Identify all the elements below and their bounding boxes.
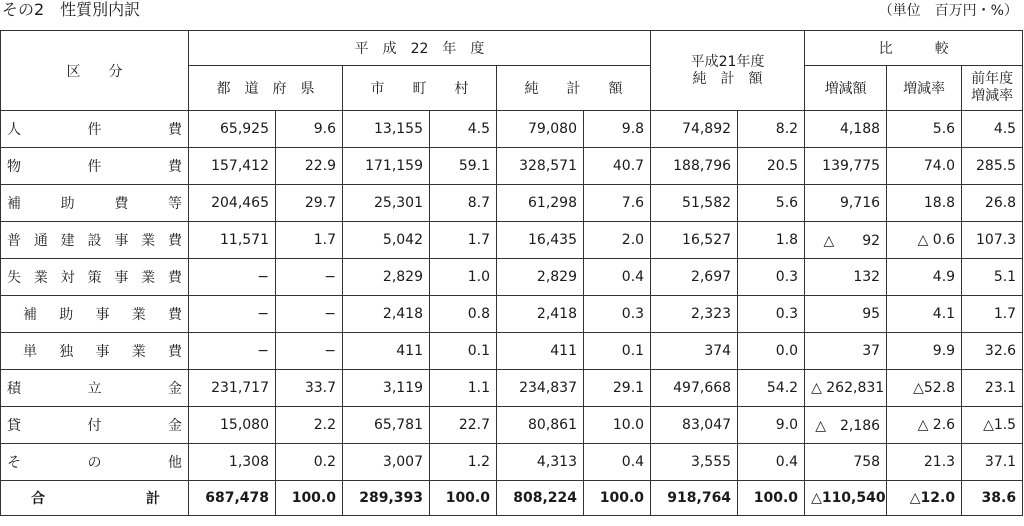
- label-char: 他: [168, 455, 182, 471]
- label-char: 費: [168, 307, 182, 323]
- table-cell: △ 0.6: [887, 222, 962, 259]
- table-cell: 1.7: [430, 222, 497, 259]
- table-cell: 74,892: [651, 111, 738, 148]
- row-label: [1, 370, 189, 407]
- header-prev-change-line1: 前年度: [971, 71, 1014, 87]
- header-prev-year-line1: 平成21年度: [690, 53, 765, 70]
- table-cell: −: [189, 259, 276, 296]
- table-cell: 9.9: [887, 333, 962, 370]
- row-label: [1, 148, 189, 185]
- label-char: 助: [59, 307, 74, 323]
- table-cell: 374: [651, 333, 738, 370]
- header-net-total: 純 計 額: [497, 66, 651, 111]
- table-cell: 26.8: [962, 185, 1023, 222]
- table-cell: 1.2: [430, 444, 497, 481]
- table-cell: 11,571: [189, 222, 276, 259]
- table-cell: 3,007: [343, 444, 430, 481]
- total-row: [1, 481, 1023, 516]
- label-char: 計: [146, 491, 160, 507]
- header-compare: 比 較: [805, 31, 1023, 66]
- table-cell: 0.0: [738, 333, 805, 370]
- label-char: 積: [7, 381, 21, 397]
- table-cell: 1,308: [189, 444, 276, 481]
- table-cell: 0.1: [584, 333, 651, 370]
- table-cell: 9.8: [584, 111, 651, 148]
- row-label-text: [7, 156, 182, 176]
- header-prefecture: 都 道 府 県: [189, 66, 343, 111]
- table-cell: 0.8: [430, 296, 497, 333]
- label-char: 事: [95, 307, 110, 323]
- table-cell: 289,393: [343, 481, 430, 516]
- table-cell: △ 92: [805, 222, 887, 259]
- label-char: 費: [114, 196, 129, 212]
- label-char: 普: [7, 233, 21, 249]
- table-cell: 65,925: [189, 111, 276, 148]
- label-char: 貸: [7, 418, 21, 434]
- table-cell: 2,697: [651, 259, 738, 296]
- table-cell: 5.6: [738, 185, 805, 222]
- label-char: 付: [87, 418, 102, 434]
- header-prev-change-rate: [962, 66, 1023, 111]
- label-char: 補: [23, 307, 37, 323]
- table-cell: 9.0: [738, 407, 805, 444]
- table-cell: 54.2: [738, 370, 805, 407]
- table-row: [1, 296, 1023, 333]
- table-cell: 13,155: [343, 111, 430, 148]
- table-cell: 33.7: [276, 370, 343, 407]
- table-cell: −: [276, 296, 343, 333]
- table-cell: 51,582: [651, 185, 738, 222]
- label-char: 費: [168, 122, 182, 138]
- table-cell: △ 2,186: [805, 407, 887, 444]
- table-cell: 5.1: [962, 259, 1023, 296]
- label-char: 通: [33, 233, 48, 249]
- table-cell: 100.0: [738, 481, 805, 516]
- header-row-1: [1, 31, 1023, 66]
- header-prev-year-line2: 純 計 額: [692, 70, 763, 87]
- table-cell: 0.3: [738, 259, 805, 296]
- table-cell: 0.4: [584, 444, 651, 481]
- label-char: 金: [168, 418, 182, 434]
- table-cell: 20.5: [738, 148, 805, 185]
- row-label: [1, 222, 189, 259]
- table-cell: 25,301: [343, 185, 430, 222]
- label-char: 物: [7, 159, 21, 175]
- table-cell: 188,796: [651, 148, 738, 185]
- table-row: [1, 333, 1023, 370]
- table-cell: 16,435: [497, 222, 584, 259]
- label-char: 件: [87, 122, 102, 138]
- table-cell: 16,527: [651, 222, 738, 259]
- label-char: 人: [7, 122, 21, 138]
- data-table: [0, 30, 1023, 516]
- label-char: 失: [7, 270, 21, 286]
- table-cell: 5.6: [887, 111, 962, 148]
- label-char: 設: [87, 233, 102, 249]
- table-cell: 0.3: [584, 296, 651, 333]
- label-char: 等: [167, 196, 182, 212]
- table-cell: 107.3: [962, 222, 1023, 259]
- table-cell: 0.2: [276, 444, 343, 481]
- table-cell: 21.3: [887, 444, 962, 481]
- table-cell: △12.0: [887, 481, 962, 516]
- table-cell: 139,775: [805, 148, 887, 185]
- table-cell: △110,540: [805, 481, 887, 516]
- table-cell: △52.8: [887, 370, 962, 407]
- row-label: [1, 185, 189, 222]
- row-label-text: [7, 267, 182, 287]
- label-char: 業: [141, 233, 156, 249]
- row-label-text: [7, 452, 182, 472]
- table-cell: 4.5: [962, 111, 1023, 148]
- table-row: [1, 407, 1023, 444]
- header-current-year: 平 成 22 年 度: [189, 31, 651, 66]
- table-cell: 204,465: [189, 185, 276, 222]
- table-cell: 32.6: [962, 333, 1023, 370]
- table-cell: 18.8: [887, 185, 962, 222]
- table-cell: 65,781: [343, 407, 430, 444]
- table-cell: 9.6: [276, 111, 343, 148]
- table-cell: 231,717: [189, 370, 276, 407]
- label-char: 業: [141, 270, 156, 286]
- label-char: 独: [59, 344, 74, 360]
- table-cell: 10.0: [584, 407, 651, 444]
- table-cell: −: [189, 333, 276, 370]
- row-label-text: [7, 119, 182, 139]
- row-label-text: [23, 304, 182, 324]
- table-cell: 79,080: [497, 111, 584, 148]
- table-cell: 171,159: [343, 148, 430, 185]
- table-cell: 2,418: [497, 296, 584, 333]
- row-label: [1, 407, 189, 444]
- table-cell: 285.5: [962, 148, 1023, 185]
- table-row: [1, 444, 1023, 481]
- label-char: 単: [23, 344, 37, 360]
- table-cell: 3,119: [343, 370, 430, 407]
- label-char: 業: [131, 307, 146, 323]
- table-cell: 234,837: [497, 370, 584, 407]
- table-row: [1, 111, 1023, 148]
- table-cell: 100.0: [584, 481, 651, 516]
- unit-note: （単位 百万円・%）: [878, 3, 1018, 19]
- table-cell: 2,418: [343, 296, 430, 333]
- table-cell: 2.0: [584, 222, 651, 259]
- table-cell: 15,080: [189, 407, 276, 444]
- table-cell: △ 2.6: [887, 407, 962, 444]
- table-cell: 2,829: [497, 259, 584, 296]
- table-cell: 2.2: [276, 407, 343, 444]
- row-label-text: [7, 230, 182, 250]
- table-cell: 4.1: [887, 296, 962, 333]
- row-label: [1, 444, 189, 481]
- label-char: 立: [87, 381, 102, 397]
- header-change-amount: 増減額: [805, 66, 887, 111]
- label-char: 建: [60, 233, 75, 249]
- table-row: [1, 148, 1023, 185]
- header-prev-change-line2: 増減率: [971, 88, 1014, 104]
- table-cell: 7.6: [584, 185, 651, 222]
- table-cell: 0.4: [584, 259, 651, 296]
- table-cell: 37: [805, 333, 887, 370]
- table-cell: 4.5: [430, 111, 497, 148]
- table-cell: 4,188: [805, 111, 887, 148]
- row-label: [1, 111, 189, 148]
- table-cell: 1.8: [738, 222, 805, 259]
- label-char: 事: [114, 233, 129, 249]
- row-label-text: [23, 341, 182, 361]
- table-cell: 8.2: [738, 111, 805, 148]
- table-cell: 0.3: [738, 296, 805, 333]
- table-cell: 1.7: [962, 296, 1023, 333]
- label-char: 費: [167, 233, 182, 249]
- header-change-rate: 増減率: [887, 66, 962, 111]
- table-cell: 1.7: [276, 222, 343, 259]
- header-prev-year: [651, 31, 805, 111]
- table-cell: 0.4: [738, 444, 805, 481]
- table-cell: 95: [805, 296, 887, 333]
- label-char: 業: [131, 344, 146, 360]
- table-cell: 22.9: [276, 148, 343, 185]
- table-cell: 328,571: [497, 148, 584, 185]
- table-cell: 0.1: [430, 333, 497, 370]
- table-cell: 157,412: [189, 148, 276, 185]
- table-cell: 37.1: [962, 444, 1023, 481]
- table-cell: 38.6: [962, 481, 1023, 516]
- table-cell: △1.5: [962, 407, 1023, 444]
- table-cell: 758: [805, 444, 887, 481]
- label-char: 策: [87, 270, 102, 286]
- table-cell: 61,298: [497, 185, 584, 222]
- table-cell: 4.9: [887, 259, 962, 296]
- table-cell: −: [189, 296, 276, 333]
- table-cell: 74.0: [887, 148, 962, 185]
- label-char: 対: [60, 270, 75, 286]
- label-char: 金: [168, 381, 182, 397]
- table-cell: 80,861: [497, 407, 584, 444]
- row-label-text: [7, 378, 182, 398]
- table-cell: 5,042: [343, 222, 430, 259]
- table-row: [1, 185, 1023, 222]
- row-label: [1, 481, 189, 516]
- row-label: [1, 333, 189, 370]
- table-cell: 100.0: [276, 481, 343, 516]
- label-char: 事: [95, 344, 110, 360]
- table-cell: 8.7: [430, 185, 497, 222]
- label-char: 件: [87, 159, 102, 175]
- label-char: 費: [167, 270, 182, 286]
- table-cell: 3,555: [651, 444, 738, 481]
- table-cell: 83,047: [651, 407, 738, 444]
- row-label-text: [7, 193, 182, 213]
- table-cell: 411: [497, 333, 584, 370]
- label-char: 助: [60, 196, 75, 212]
- label-char: 事: [114, 270, 129, 286]
- table-cell: 132: [805, 259, 887, 296]
- table-cell: 59.1: [430, 148, 497, 185]
- label-char: 合: [31, 491, 45, 507]
- table-cell: △ 262,831: [805, 370, 887, 407]
- table-cell: 9,716: [805, 185, 887, 222]
- table-cell: 2,829: [343, 259, 430, 296]
- table-cell: 1.0: [430, 259, 497, 296]
- header-municipality: 市 町 村: [343, 66, 497, 111]
- row-label: [1, 259, 189, 296]
- table-row: [1, 259, 1023, 296]
- table-cell: 22.7: [430, 407, 497, 444]
- table-cell: 808,224: [497, 481, 584, 516]
- table-row: [1, 222, 1023, 259]
- table-cell: 40.7: [584, 148, 651, 185]
- label-char: 業: [33, 270, 48, 286]
- table-cell: 29.1: [584, 370, 651, 407]
- table-row: [1, 370, 1023, 407]
- table-cell: 411: [343, 333, 430, 370]
- row-label-text: [7, 415, 182, 435]
- label-char: そ: [7, 455, 21, 471]
- label-char: の: [87, 455, 102, 471]
- page-title: その2 性質別内訳: [2, 0, 141, 19]
- header-kubun: 区 分: [1, 31, 189, 111]
- label-char: 補: [7, 196, 21, 212]
- table-cell: 23.1: [962, 370, 1023, 407]
- row-label: [1, 296, 189, 333]
- table-cell: 687,478: [189, 481, 276, 516]
- row-label-text: [31, 488, 160, 508]
- table-cell: 1.1: [430, 370, 497, 407]
- table-cell: 918,764: [651, 481, 738, 516]
- table-cell: 4,313: [497, 444, 584, 481]
- table-cell: 2,323: [651, 296, 738, 333]
- table-cell: −: [276, 259, 343, 296]
- label-char: 費: [168, 159, 182, 175]
- table-cell: 497,668: [651, 370, 738, 407]
- label-char: 費: [168, 344, 182, 360]
- table-cell: −: [276, 333, 343, 370]
- table-cell: 29.7: [276, 185, 343, 222]
- table-cell: 100.0: [430, 481, 497, 516]
